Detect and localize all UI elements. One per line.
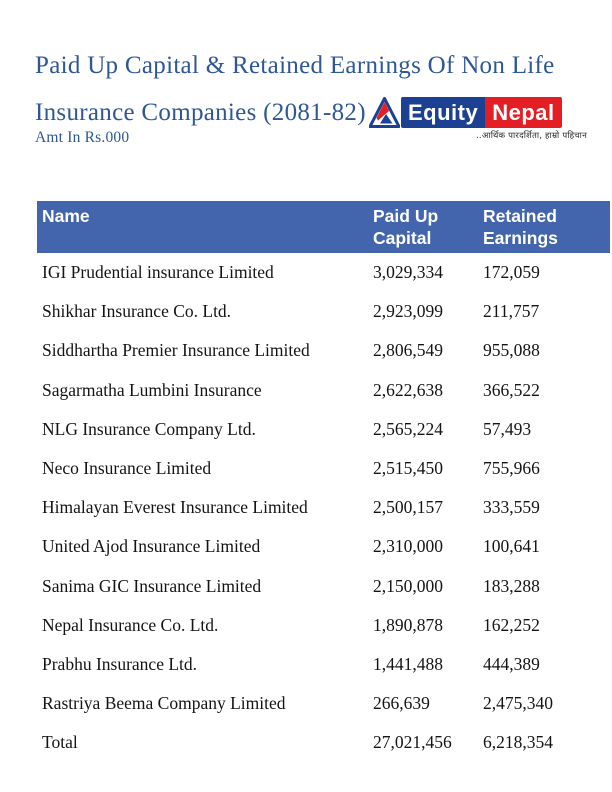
table-row bbox=[37, 449, 610, 488]
company-name: Nepal Insurance Co. Ltd. bbox=[42, 614, 219, 635]
paid-up-capital-value: 2,515,450 bbox=[373, 458, 443, 479]
table-row bbox=[37, 645, 610, 684]
total-label: Total bbox=[42, 732, 78, 753]
retained-earnings-value: 955,088 bbox=[483, 340, 540, 361]
retained-earnings-value: 57,493 bbox=[483, 418, 532, 439]
logo-word-equity: Equity bbox=[401, 97, 485, 128]
retained-earnings-value: 100,641 bbox=[483, 536, 540, 557]
column-header-name: Name bbox=[37, 201, 368, 253]
company-name: NLG Insurance Company Ltd. bbox=[42, 418, 256, 439]
total-paid-up-capital: 27,021,456 bbox=[373, 732, 452, 753]
column-header-paid-up-capital: Paid Up Capital bbox=[368, 201, 478, 253]
table-header-row bbox=[37, 201, 610, 253]
paid-up-capital-value: 2,310,000 bbox=[373, 536, 443, 557]
retained-earnings-value: 2,475,340 bbox=[483, 693, 553, 714]
table-row bbox=[37, 331, 610, 370]
column-header-retained-earnings: Retained Earnings bbox=[478, 201, 610, 253]
logo-word-nepal: Nepal bbox=[485, 97, 561, 128]
company-name: Sanima GIC Insurance Limited bbox=[42, 575, 262, 596]
paid-up-capital-value: 1,441,488 bbox=[373, 653, 443, 674]
paid-up-capital-value: 3,029,334 bbox=[373, 262, 443, 283]
company-name: United Ajod Insurance Limited bbox=[42, 536, 261, 557]
table-row bbox=[37, 253, 610, 292]
company-name: Himalayan Everest Insurance Limited bbox=[42, 497, 308, 518]
retained-earnings-value: 755,966 bbox=[483, 458, 540, 479]
table-row bbox=[37, 410, 610, 449]
company-name: Neco Insurance Limited bbox=[42, 458, 212, 479]
page-title-line2: Insurance Companies (2081-82) bbox=[35, 99, 366, 126]
company-name: Prabhu Insurance Ltd. bbox=[42, 653, 198, 674]
paid-up-capital-value: 2,923,099 bbox=[373, 301, 443, 322]
paid-up-capital-value: 2,150,000 bbox=[373, 575, 443, 596]
company-name: Rastriya Beema Company Limited bbox=[42, 693, 286, 714]
table-row bbox=[37, 527, 610, 566]
total-retained-earnings: 6,218,354 bbox=[483, 732, 553, 753]
capital-earnings-table bbox=[37, 201, 610, 762]
paid-up-capital-value: 2,565,224 bbox=[373, 418, 443, 439]
paid-up-capital-value: 1,890,878 bbox=[373, 614, 443, 635]
table-row bbox=[37, 371, 610, 410]
table-row bbox=[37, 684, 610, 723]
table-total-row bbox=[37, 723, 610, 762]
paid-up-capital-value: 266,639 bbox=[373, 693, 430, 714]
company-name: Shikhar Insurance Co. Ltd. bbox=[42, 301, 232, 322]
amount-unit-note: Amt In Rs.000 bbox=[35, 129, 130, 146]
table-row bbox=[37, 567, 610, 606]
paid-up-capital-value: 2,622,638 bbox=[373, 379, 443, 400]
table-row bbox=[37, 606, 610, 645]
retained-earnings-value: 183,288 bbox=[483, 575, 540, 596]
equity-nepal-logo bbox=[369, 97, 587, 141]
logo-tagline: ..आर्थिक पारदर्शिता, हाम्रो पहिचान bbox=[476, 131, 587, 141]
mountain-peak-icon bbox=[369, 97, 400, 128]
logo-wordmark bbox=[369, 97, 587, 128]
company-name: Siddhartha Premier Insurance Limited bbox=[42, 340, 310, 361]
company-name: IGI Prudential insurance Limited bbox=[42, 262, 274, 283]
page-title-line1: Paid Up Capital & Retained Earnings Of Non Life bbox=[35, 52, 555, 79]
retained-earnings-value: 333,559 bbox=[483, 497, 540, 518]
table-row bbox=[37, 488, 610, 527]
retained-earnings-value: 366,522 bbox=[483, 379, 540, 400]
table-row bbox=[37, 292, 610, 331]
paid-up-capital-value: 2,500,157 bbox=[373, 497, 443, 518]
retained-earnings-value: 172,059 bbox=[483, 262, 540, 283]
paid-up-capital-value: 2,806,549 bbox=[373, 340, 443, 361]
company-name: Sagarmatha Lumbini Insurance bbox=[42, 379, 262, 400]
retained-earnings-value: 211,757 bbox=[483, 301, 540, 322]
retained-earnings-value: 444,389 bbox=[483, 653, 540, 674]
retained-earnings-value: 162,252 bbox=[483, 614, 540, 635]
